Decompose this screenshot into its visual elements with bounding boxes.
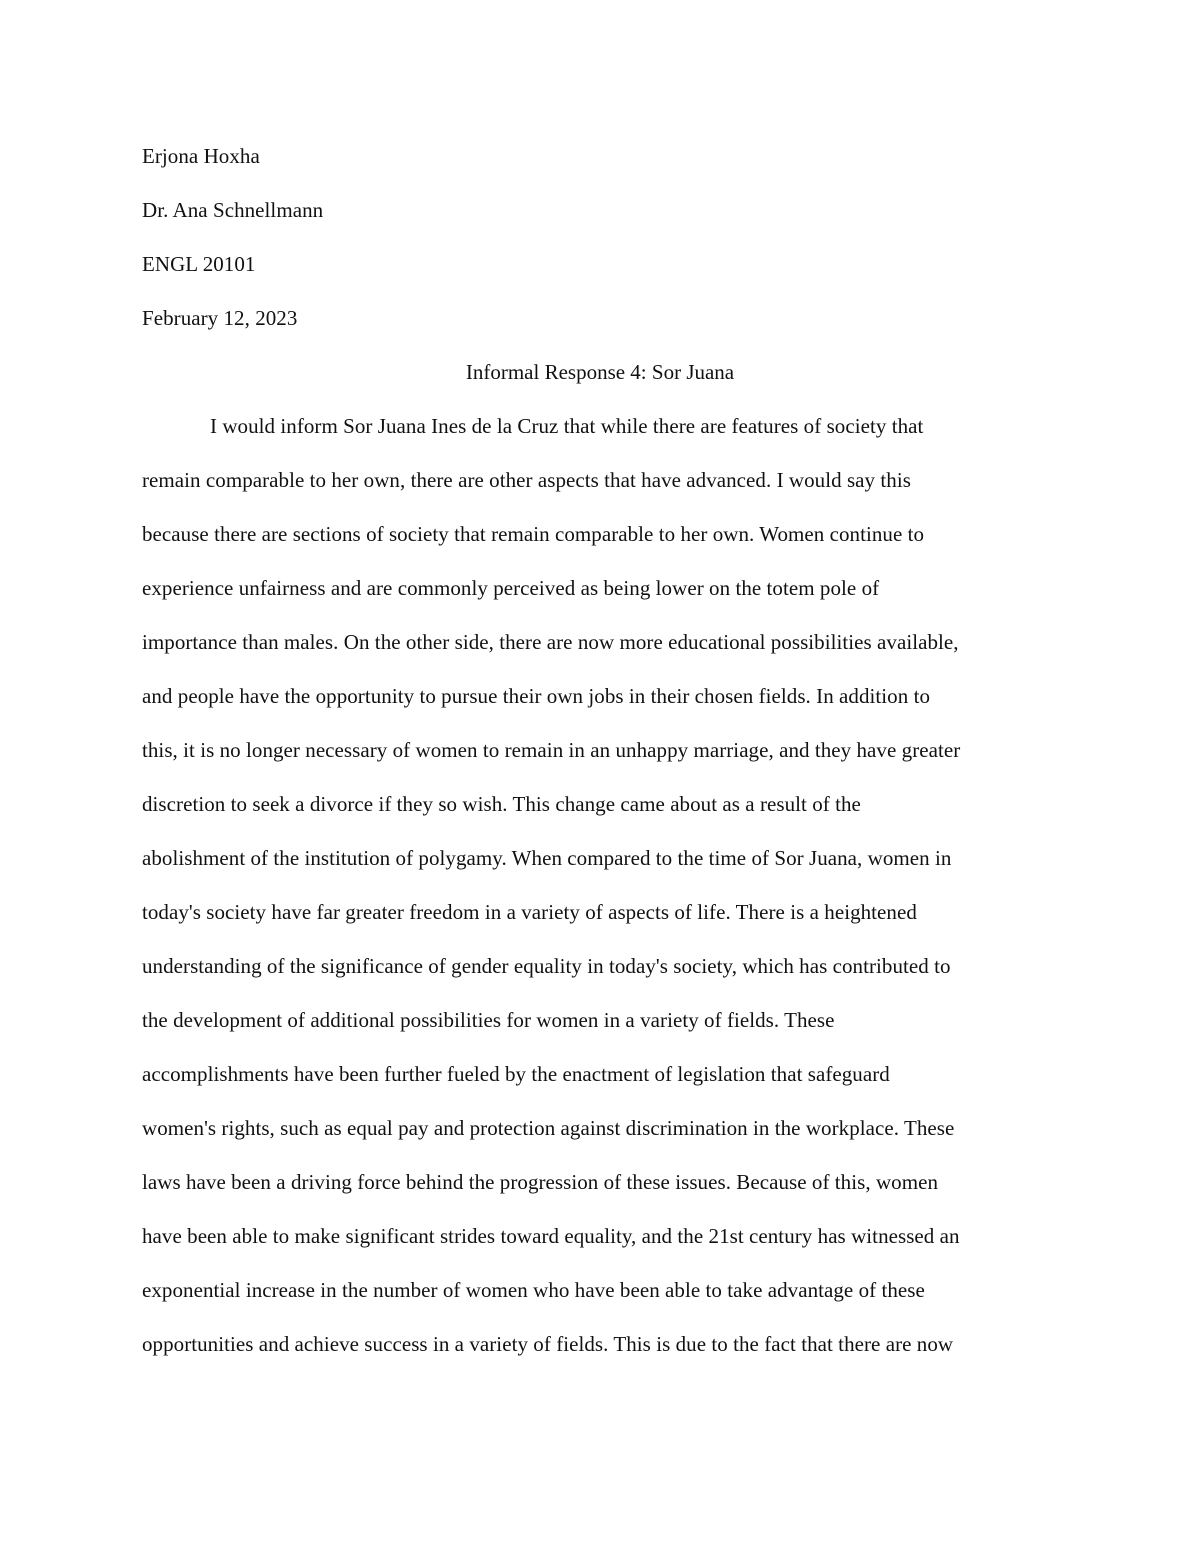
body-line: because there are sections of society that remain comparable to her own. Women continue to bbox=[142, 522, 925, 546]
body-line: discretion to seek a divorce if they so wish. This change came about as a result of the bbox=[142, 792, 861, 816]
body-line: exponential increase in the number of women who have been able to take advantage of these bbox=[142, 1278, 925, 1302]
author-name: Erjona Hoxha bbox=[142, 144, 260, 168]
body-line: today's society have far greater freedom in a variety of aspects of life. There is a heightened bbox=[142, 900, 917, 924]
document-title: Informal Response 4: Sor Juana bbox=[465, 360, 735, 384]
body-line: accomplishments have been further fueled by the enactment of legislation that safeguard bbox=[142, 1062, 890, 1086]
body-line: abolishment of the institution of polygamy. When compared to the time of Sor Juana, women in bbox=[142, 846, 952, 870]
body-line: have been able to make significant strides toward equality, and the 21st century has witnessed an bbox=[142, 1224, 960, 1248]
body-line: laws have been a driving force behind the progression of these issues. Because of this, women bbox=[142, 1170, 939, 1194]
body-line: opportunities and achieve success in a variety of fields. This is due to the fact that there are now bbox=[142, 1332, 954, 1356]
body-line: this, it is no longer necessary of women to remain in an unhappy marriage, and they have greater bbox=[142, 738, 961, 762]
body-line: remain comparable to her own, there are other aspects that have advanced. I would say this bbox=[142, 468, 911, 492]
course-code: ENGL 20101 bbox=[142, 252, 256, 276]
instructor-name: Dr. Ana Schnellmann bbox=[142, 198, 324, 222]
body-line: experience unfairness and are commonly perceived as being lower on the totem pole of bbox=[142, 576, 880, 600]
body-line: importance than males. On the other side, there are now more educational possibilities available, bbox=[142, 630, 959, 654]
body-line: understanding of the significance of gender equality in today's society, which has contributed to bbox=[142, 954, 951, 978]
body-line: the development of additional possibilities for women in a variety of fields. These bbox=[142, 1008, 835, 1032]
body-line: and people have the opportunity to pursue their own jobs in their chosen fields. In addition to bbox=[142, 684, 931, 708]
body-line: I would inform Sor Juana Ines de la Cruz that while there are features of society that bbox=[210, 414, 924, 438]
document-date: February 12, 2023 bbox=[142, 306, 298, 330]
body-line: women's rights, such as equal pay and protection against discrimination in the workplace. These bbox=[142, 1116, 955, 1140]
